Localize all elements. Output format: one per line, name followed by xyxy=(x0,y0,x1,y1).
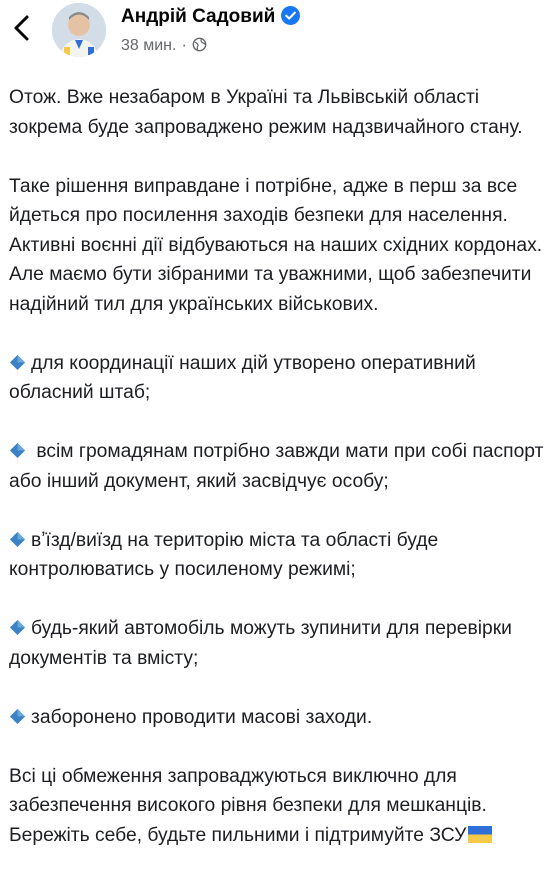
blue-diamond-icon xyxy=(9,531,26,548)
avatar[interactable] xyxy=(52,3,106,57)
blue-diamond-icon xyxy=(9,354,26,371)
author-name[interactable] xyxy=(121,6,300,28)
blue-diamond-icon xyxy=(9,619,26,636)
bullet-item xyxy=(9,437,554,496)
closing-text: Бережіть себе, будьте пильними і підтримуйте ЗСУ xyxy=(9,824,467,846)
post-paragraph: Всі ці обмеження запроваджуються виключно для забезпечення високого рівня безпеки для мешканців. xyxy=(9,765,487,816)
bullet-text: для координації наших дій утворено оперативний обласний штаб; xyxy=(9,352,476,403)
bullet-item xyxy=(9,349,554,408)
author-name-text[interactable]: Андрій Садовий xyxy=(121,6,276,27)
bullet-item xyxy=(9,703,554,733)
bullet-item xyxy=(9,614,554,673)
bullet-item xyxy=(9,526,554,585)
post-closing xyxy=(9,821,554,851)
post-time[interactable]: 38 мин. xyxy=(121,37,177,54)
post-paragraph: Отож. Вже незабаром в Україні та Львівській області зокрема буде запроваджено режим надзвичайного стану. xyxy=(9,87,523,138)
bullet-text: заборонено проводити масові заходи. xyxy=(31,706,373,728)
bullet-text: вʼїзд/виїзд на територію міста та області буде контролюватись у посиленому режимі; xyxy=(9,529,439,580)
post-header xyxy=(0,0,558,62)
verified-badge-icon xyxy=(281,6,300,25)
blue-diamond-icon xyxy=(9,708,26,725)
bullet-text: всім громадянам потрібно завжди мати при собі паспорт або інший документ, який засвідчує особу; xyxy=(9,441,544,492)
ukraine-flag-icon xyxy=(468,826,492,843)
bullet-text: будь-який автомобіль можуть зупинити для перевірки документів та вмісту; xyxy=(9,618,512,669)
post-body xyxy=(9,83,554,850)
post-meta xyxy=(121,37,207,55)
back-arrow-icon[interactable] xyxy=(10,14,34,42)
post-paragraph: Таке рішення виправдане і потрібне, адже в перш за все йдеться про посилення заходів безпеки для населення. Активні воєнні дії відбуваються на наших східних кордонах. Але маємо бути зібраними та уважними, щоб забезпечити надійний тил для українських військових. xyxy=(9,175,543,315)
meta-separator: · xyxy=(181,37,187,54)
blue-diamond-icon xyxy=(9,442,26,459)
globe-icon xyxy=(192,37,207,52)
